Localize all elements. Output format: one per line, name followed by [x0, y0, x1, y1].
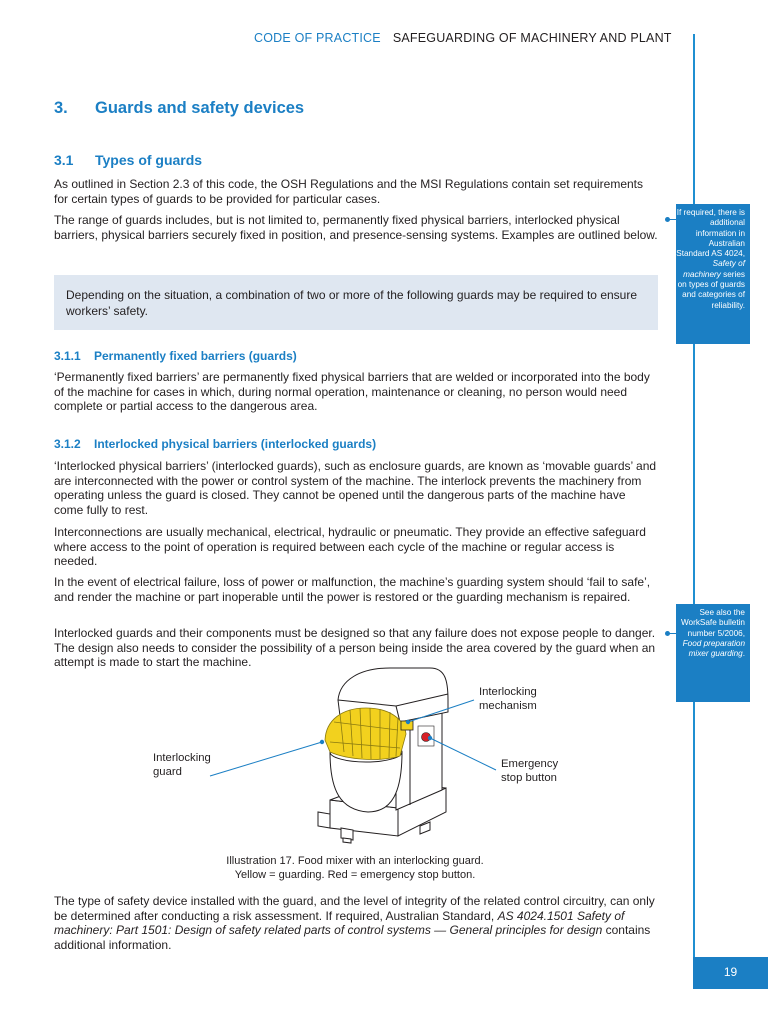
- sidenote-2-text-post: .: [742, 649, 745, 659]
- sidenote-1-text-pre: If required, there is additional information in Australian Standard AS 4024,: [676, 208, 745, 259]
- paragraph-interlocked-1: ‘Interlocked physical barriers’ (interlocked guards), such as enclosure guards, are known as ‘movable guards’ and are interconnected with the power or control system of the machine. The interlock prevents the machinery from operating unless the guard is closed. They cannot be opened until the dangerous parts of the machine have come fully to rest.: [54, 459, 657, 517]
- header-code: CODE OF PRACTICE: [254, 31, 381, 45]
- paragraph-final-pre: The type of safety device installed with the guard, and the level of integrity of the related control circuitry, can only be determined after conducting a risk assessment. If required, Australian Standard,: [54, 894, 655, 923]
- figure-caption: [190, 855, 520, 882]
- paragraph-final-post: contains additional information.: [54, 923, 651, 952]
- paragraph-interlocked-2: Interconnections are usually mechanical, electrical, hydraulic or pneumatic. They provide an effective safeguard where access to the point of operation is required between each cycle of the machine or regular access is needed.: [54, 525, 646, 568]
- sidenote-1-text-post: series on types of guards and categories of reliability.: [677, 269, 745, 310]
- label-emergency-stop: Emergency stop button: [501, 758, 559, 784]
- section-title: Guards and safety devices: [95, 99, 305, 117]
- subheading-3-1-1-number: 3.1.1: [54, 349, 81, 363]
- page-number: 19: [693, 957, 768, 989]
- paragraph-interlocked-4: Interlocked guards and their components must be designed so that any failure does not expose people to danger. The design also needs to consider the possibility of a person being inside the area covered by the guard when an attempt is made to start the machine.: [54, 626, 656, 669]
- sidenote-1-text-italic: Safety of machinery: [683, 259, 745, 279]
- caption-line-2: Yellow = guarding. Red = emergency stop button.: [234, 868, 476, 881]
- paragraph-final-standard: AS 4024.1501 Safety of machinery: Part 1501: Design of safety related parts of control systems — General principles for design: [54, 908, 625, 937]
- sidenote-2-text-italic: Food preparation mixer guarding: [682, 638, 745, 659]
- label-interlocking-guard: Interlocking guard: [153, 752, 211, 778]
- subheading-3-1-1-title: Permanently fixed barriers (guards): [94, 349, 297, 363]
- subheading-3-1-2-number: 3.1.2: [54, 437, 81, 451]
- paragraph-interlocked-3: In the event of electrical failure, loss of power or malfunction, the machine’s guarding system should ‘fail to safe’, and render the machine or part inoperable until the power is restored or the guarding mechanism is repaired.: [54, 575, 651, 604]
- caption-line-1: Illustration 17. Food mixer with an interlocking guard.: [226, 855, 484, 867]
- paragraph-fixed-barriers: ‘Permanently fixed barriers’ are permanently fixed physical barriers that are welded or incorporated into the body of the machine for cases in which, during normal operation, maintenance or cleaning, no person would need complete or partial access to the dangerous area.: [54, 370, 650, 413]
- sidenote-2-text-pre: See also the WorkSafe bulletin number 5/2006,: [680, 608, 745, 638]
- subsection-title: Types of guards: [95, 152, 203, 168]
- subheading-3-1-2-title: Interlocked physical barriers (interlocked guards): [94, 437, 377, 451]
- paragraph-final: [54, 894, 658, 952]
- paragraph-intro-2: The range of guards includes, but is not limited to, permanently fixed physical barriers, interlocked physical barriers, physical barriers securely fixed in position, and presence-sensing systems. Examples are outlined below.: [54, 213, 658, 242]
- note-text: Depending on the situation, a combination of two or more of the following guards may be required to ensure workers’ safety.: [66, 288, 638, 318]
- paragraph-intro-1: As outlined in Section 2.3 of this code, the OSH Regulations and the MSI Regulations contain set requirements for certain types of guards to be provided for particular cases.: [54, 177, 644, 206]
- subsection-number: 3.1: [54, 152, 74, 168]
- header-title: SAFEGUARDING OF MACHINERY AND PLANT: [392, 31, 672, 45]
- section-number: 3.: [54, 99, 68, 117]
- interlocking-guard-shape: [325, 708, 406, 759]
- label-interlocking-mechanism: Interlocking mechanism: [479, 686, 537, 712]
